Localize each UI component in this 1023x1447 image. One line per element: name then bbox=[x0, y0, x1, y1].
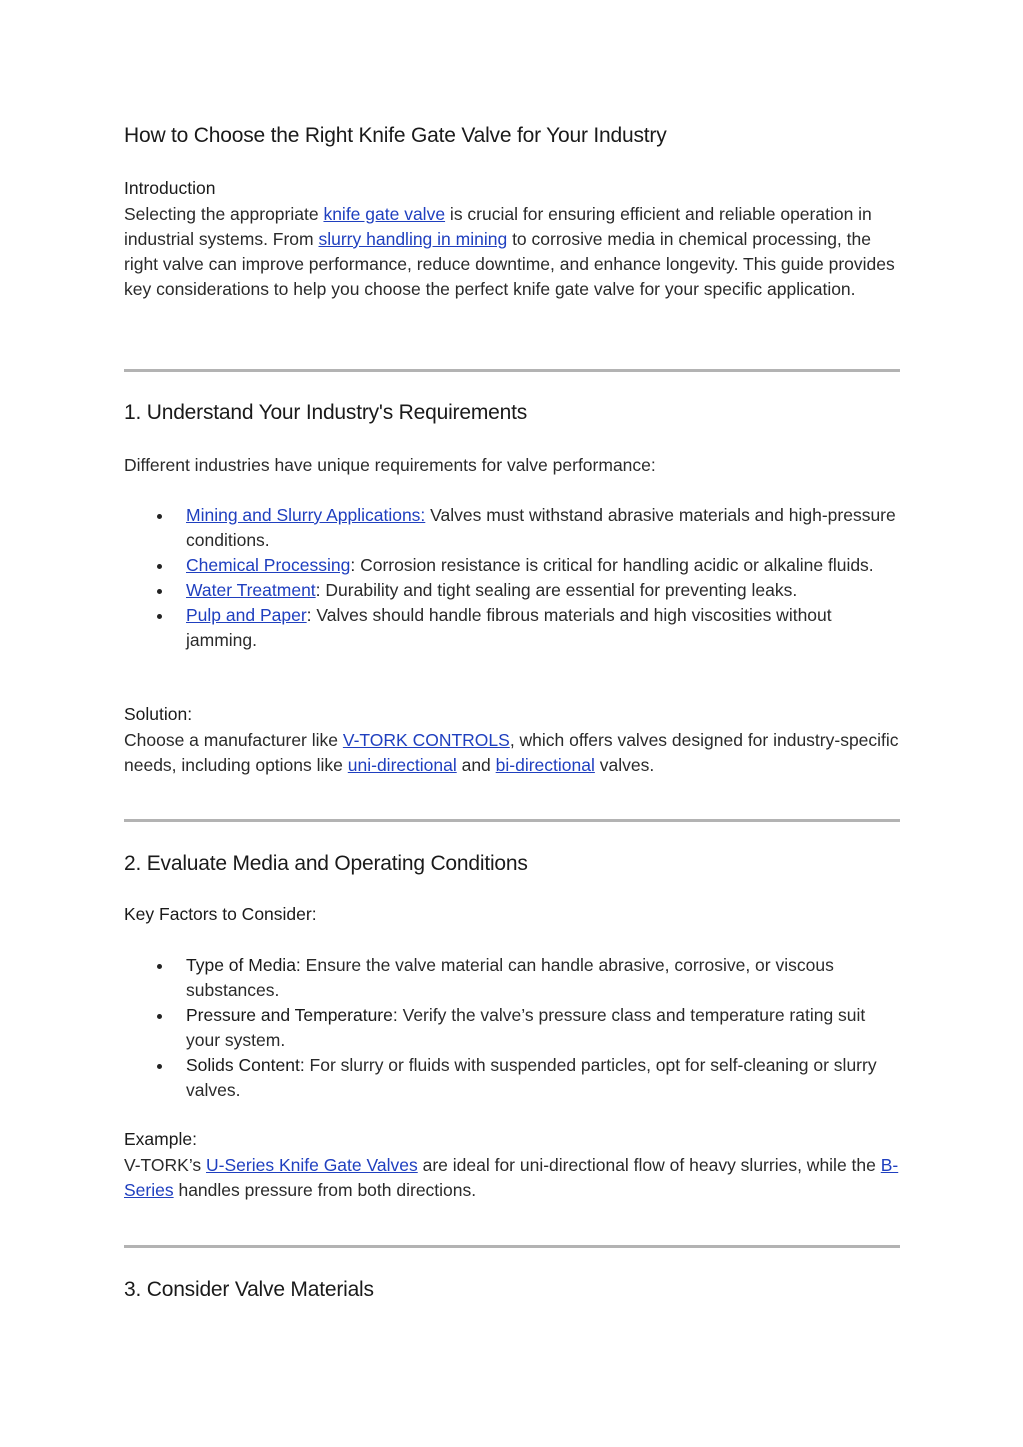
b-series-link[interactable]: B-Series bbox=[124, 1155, 899, 1200]
bi-directional-link[interactable]: bi-directional bbox=[495, 755, 595, 775]
page-title: How to Choose the Right Knife Gate Valve for Your Industry bbox=[124, 124, 667, 147]
slurry-handling-link[interactable]: slurry handling in mining bbox=[318, 229, 508, 249]
list-item-separator: : bbox=[315, 580, 321, 600]
solution-label: Solution: bbox=[124, 704, 193, 724]
solution-text-2: , which offers valves designed for industry-specific needs, including options like bbox=[124, 730, 899, 775]
bullet-icon bbox=[157, 589, 162, 594]
list-item-term: Type of Media: bbox=[186, 955, 301, 975]
intro-paragraph bbox=[124, 202, 900, 302]
industry-list bbox=[124, 503, 900, 653]
list-item bbox=[124, 1003, 900, 1053]
list-item-term: Pressure and Temperature: bbox=[186, 1005, 398, 1025]
chemical-processing-link[interactable]: Chemical Processing bbox=[186, 555, 351, 575]
knife-gate-valve-link[interactable]: knife gate valve bbox=[323, 204, 446, 224]
list-item bbox=[124, 503, 900, 553]
list-item bbox=[124, 1053, 900, 1103]
section-divider bbox=[124, 819, 900, 822]
list-item-separator: : bbox=[306, 605, 312, 625]
example-text-1: V-TORK’s bbox=[124, 1155, 207, 1175]
section1-heading: 1. Understand Your Industry's Requirements bbox=[124, 401, 528, 424]
vtork-controls-link[interactable]: V-TORK CONTROLS bbox=[342, 730, 510, 750]
intro-text-2: is crucial for ensuring efficient and reliable operation in industrial systems. From bbox=[124, 204, 872, 249]
intro-heading: Introduction bbox=[124, 178, 216, 198]
bullet-icon bbox=[157, 964, 162, 969]
list-item bbox=[124, 578, 900, 603]
list-item bbox=[124, 553, 900, 578]
bullet-icon bbox=[157, 1014, 162, 1019]
section3-heading: 3. Consider Valve Materials bbox=[124, 1278, 374, 1301]
intro-text-1: Selecting the appropriate bbox=[124, 204, 324, 224]
solution-paragraph bbox=[124, 728, 900, 778]
bullet-icon bbox=[157, 514, 162, 519]
list-item-text: Durability and tight sealing are essential for preventing leaks. bbox=[320, 580, 798, 600]
example-paragraph bbox=[124, 1153, 900, 1203]
u-series-link[interactable]: U-Series Knife Gate Valves bbox=[206, 1155, 418, 1175]
bullet-icon bbox=[157, 564, 162, 569]
bullet-icon bbox=[157, 614, 162, 619]
solution-text-3: and bbox=[456, 755, 496, 775]
factors-list bbox=[124, 953, 900, 1103]
solution-text-4: valves. bbox=[594, 755, 655, 775]
example-text-3: handles pressure from both directions. bbox=[173, 1180, 477, 1200]
list-item-separator: : bbox=[350, 555, 356, 575]
list-item-text: Corrosion resistance is critical for handling acidic or alkaline fluids. bbox=[355, 555, 874, 575]
mining-slurry-link[interactable]: Mining and Slurry Applications: bbox=[186, 505, 426, 525]
uni-directional-link[interactable]: uni-directional bbox=[347, 755, 457, 775]
water-treatment-link[interactable]: Water Treatment bbox=[186, 580, 316, 600]
list-item-text: Ensure the valve material can handle abrasive, corrosive, or viscous substances. bbox=[186, 955, 834, 1000]
list-item bbox=[124, 603, 900, 653]
section2-heading: 2. Evaluate Media and Operating Conditions bbox=[124, 852, 528, 875]
section-divider bbox=[124, 369, 900, 372]
list-item-text: Valves must withstand abrasive materials and high-pressure conditions. bbox=[186, 505, 896, 550]
solution-text-1: Choose a manufacturer like bbox=[124, 730, 343, 750]
example-label: Example: bbox=[124, 1129, 197, 1149]
section-divider bbox=[124, 1245, 900, 1248]
list-item-text: For slurry or fluids with suspended particles, opt for self-cleaning or slurry valves. bbox=[186, 1055, 877, 1100]
bullet-icon bbox=[157, 1064, 162, 1069]
list-item-text: Valves should handle fibrous materials and high viscosities without jamming. bbox=[186, 605, 832, 650]
section1-lead: Different industries have unique requirements for valve performance: bbox=[124, 455, 656, 475]
list-item bbox=[124, 953, 900, 1003]
list-item-text: Verify the valve’s pressure class and temperature rating suit your system. bbox=[186, 1005, 866, 1050]
pulp-paper-link[interactable]: Pulp and Paper bbox=[186, 605, 307, 625]
intro-text-3: to corrosive media in chemical processing, the right valve can improve performance, reduce downtime, and enhance longevity. This guide provides key considerations to help you choose the perfect knife gate valve for your specific application. bbox=[124, 229, 895, 299]
section2-lead: Key Factors to Consider: bbox=[124, 904, 317, 924]
list-item-term: Solids Content: bbox=[186, 1055, 305, 1075]
example-text-2: are ideal for uni-directional flow of heavy slurries, while the bbox=[417, 1155, 881, 1175]
